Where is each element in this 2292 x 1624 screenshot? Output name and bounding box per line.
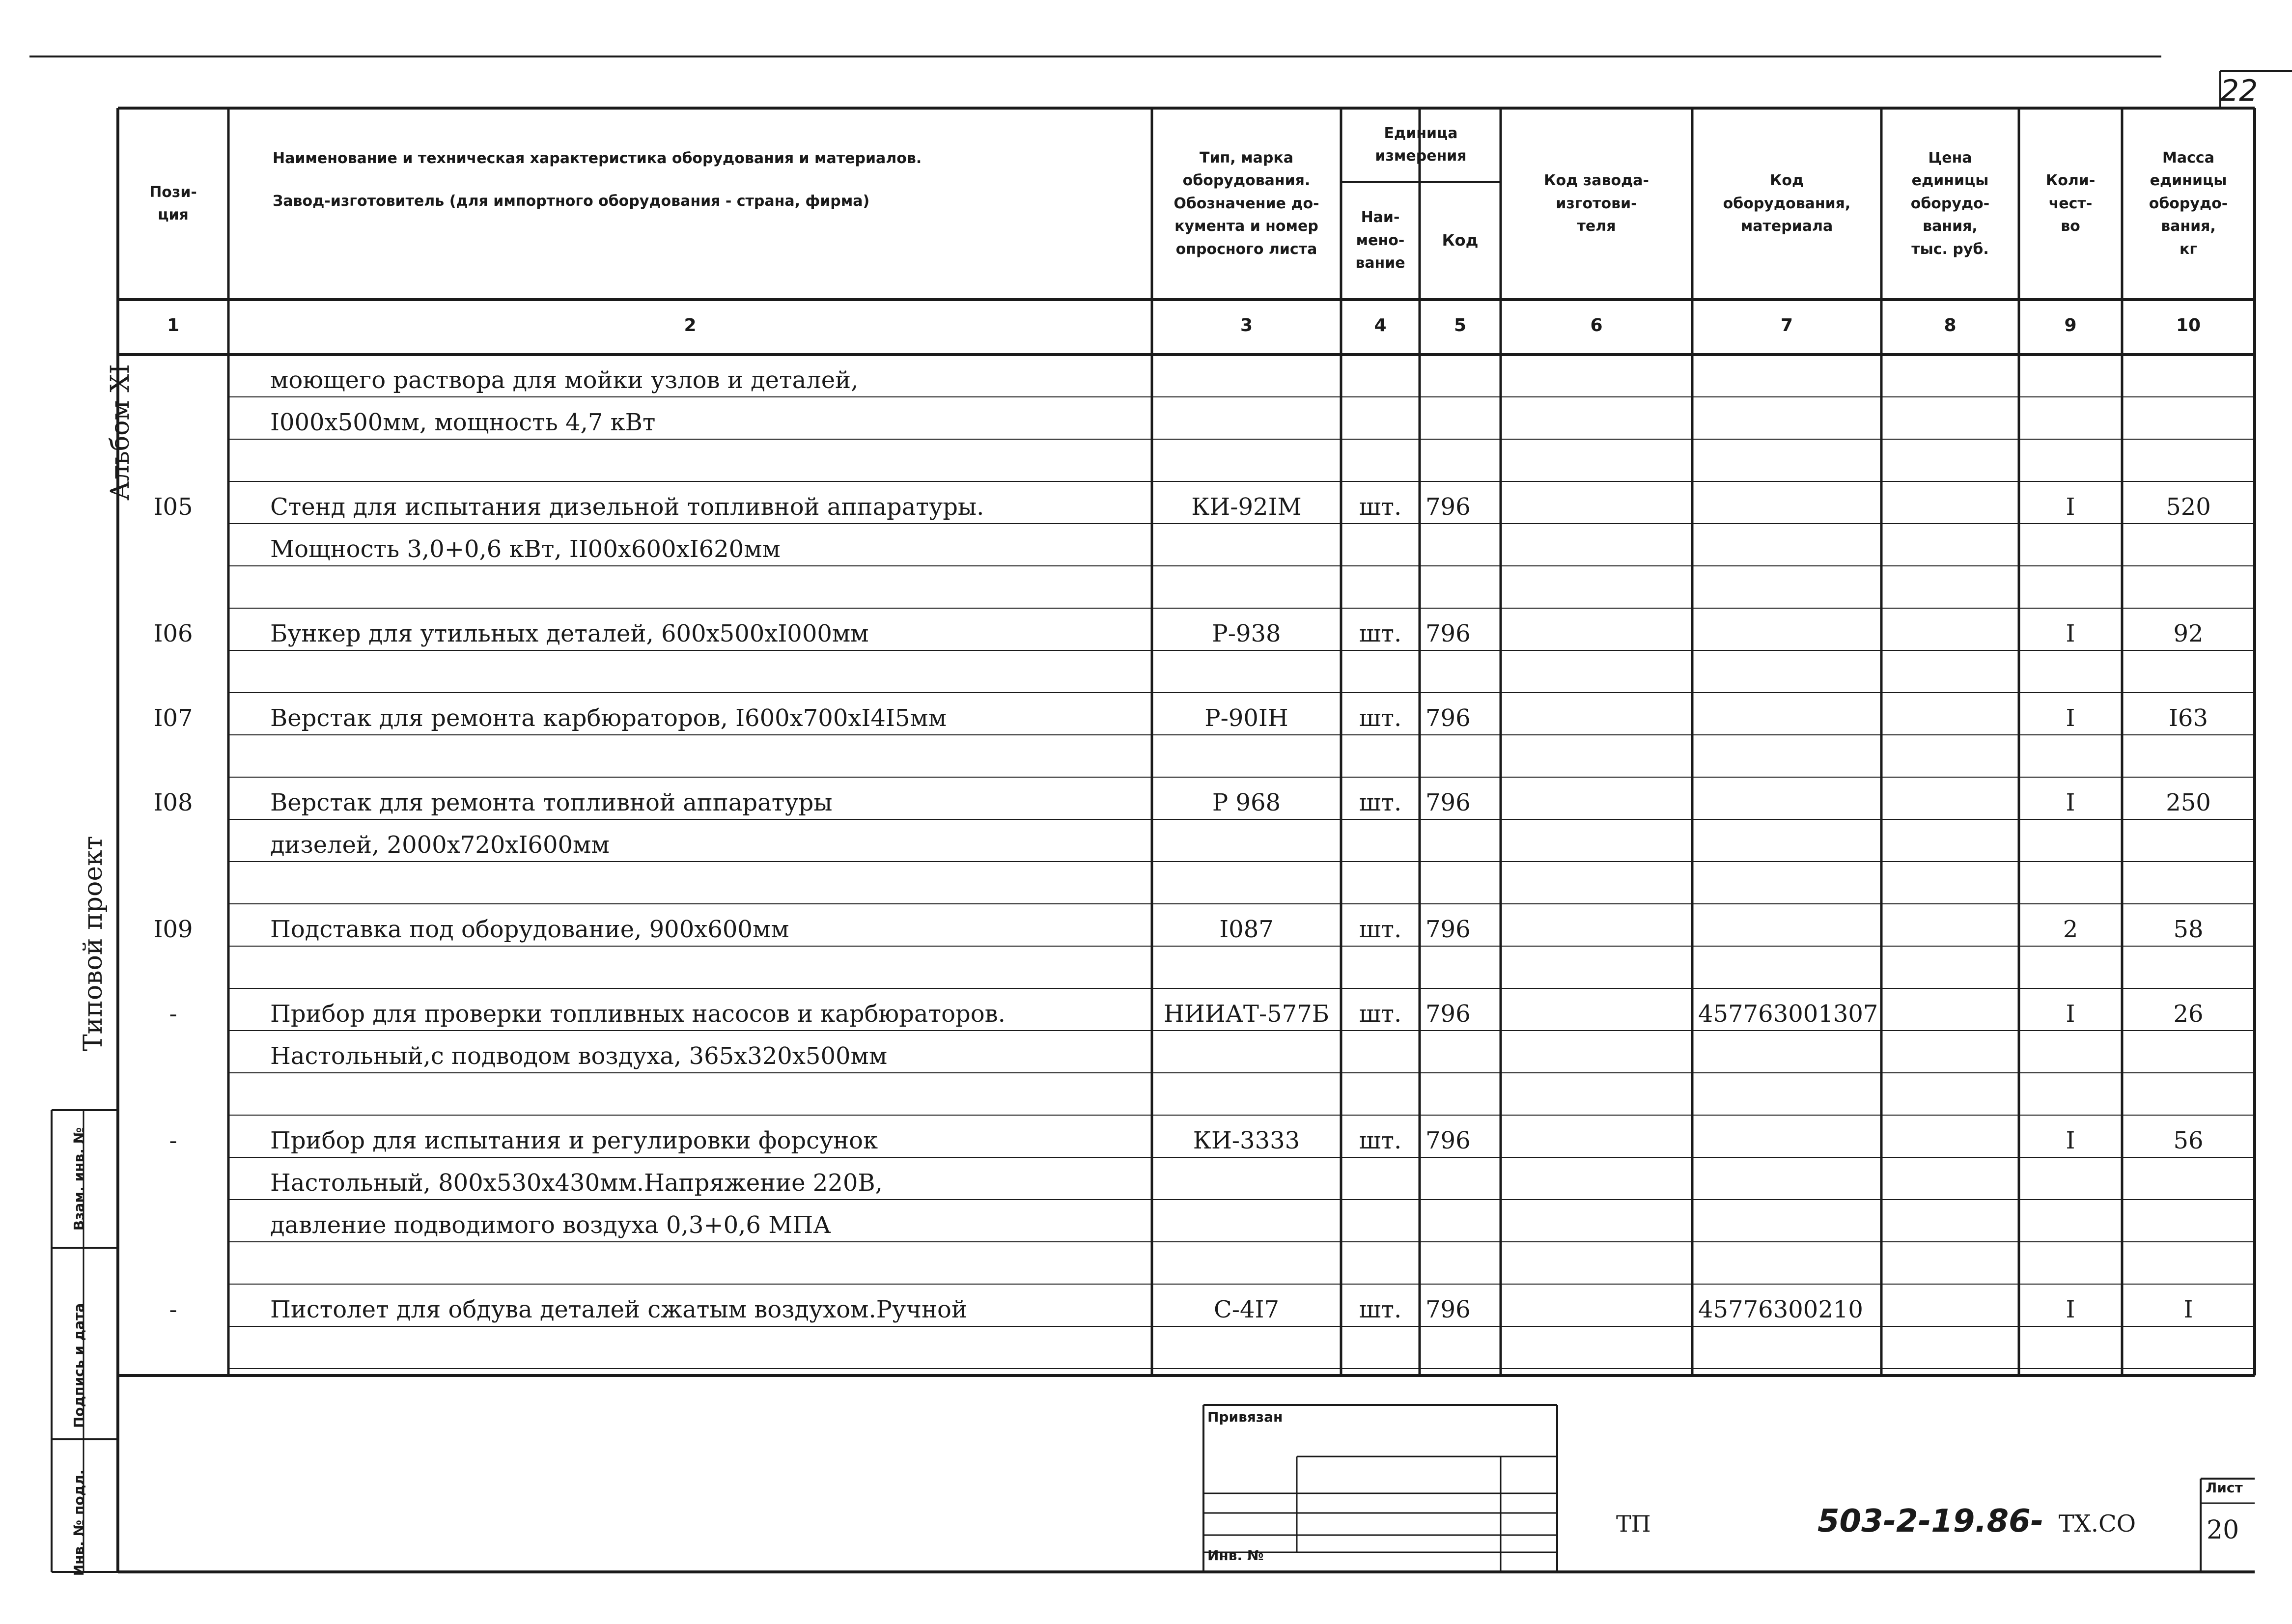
side-project-label: Типовой проект — [79, 836, 108, 1051]
cell-unit: шт. — [1359, 704, 1402, 732]
cell-mass: 250 — [2166, 789, 2211, 816]
title-doc-code — [1817, 1503, 2136, 1540]
cell-position: I05 — [153, 493, 193, 521]
cell-mass: 520 — [2166, 493, 2211, 521]
header-mass: Масса единицы оборудо- вания, кг — [2149, 149, 2228, 258]
header-position: Пози- ция — [149, 183, 197, 224]
cell-unit: шт. — [1359, 1296, 1402, 1323]
cell-quantity: I — [2066, 704, 2075, 732]
cell-quantity: I — [2066, 493, 2075, 521]
header-name-line2: Завод-изготовитель (для импортного оборудования - страна, фирма) — [273, 192, 870, 210]
header-equipment-code: Код оборудования, материала — [1723, 172, 1851, 235]
cell-position: I09 — [153, 916, 193, 943]
header-unit-group: Единица измерения — [1375, 124, 1467, 165]
cell-name: Мощность 3,0+0,6 кВт, II00x600xI620мм — [270, 535, 781, 563]
cell-quantity: I — [2066, 1000, 2075, 1028]
column-number: 5 — [1453, 315, 1467, 336]
cell-unit: шт. — [1359, 620, 1402, 647]
cell-name: Бункер для утильных деталей, 600x500xI000мм — [270, 620, 869, 647]
cell-mass: 26 — [2173, 1000, 2204, 1028]
cell-name: Верстак для ремонта карбюраторов, I600x700xI4I5мм — [270, 704, 947, 732]
cell-mass: I63 — [2168, 704, 2208, 732]
cell-name: Стенд для испытания дизельной топливной аппаратуры. — [270, 493, 984, 521]
header-quantity: Коли- чест- во — [2045, 172, 2096, 235]
header-unit-code: Код — [1442, 231, 1479, 250]
cell-quantity: I — [2066, 1127, 2075, 1154]
cell-mass: 92 — [2173, 620, 2204, 647]
header-price: Цена единицы оборудо- вания, тыс. руб. — [1910, 149, 1990, 258]
cell-quantity: 2 — [2063, 916, 2078, 943]
cell-unit: шт. — [1359, 493, 1402, 521]
column-number: 4 — [1374, 315, 1387, 336]
cell-unit: шт. — [1359, 789, 1402, 816]
cell-mass: 58 — [2173, 916, 2204, 943]
cell-name: I000x500мм, мощность 4,7 кВт — [270, 409, 656, 436]
header-type: Тип, марка оборудования. Обозначение до- кумента и номер опросного листа — [1174, 149, 1319, 258]
cell-equipment-code: 45776300210 — [1698, 1296, 1863, 1323]
cell-name: моющего раствора для мойки узлов и деталей, — [270, 366, 859, 394]
cell-name: Настольный,с подводом воздуха, 365x320x500мм — [270, 1042, 888, 1070]
cell-type: Р-938 — [1212, 620, 1281, 647]
column-number: 10 — [2176, 315, 2201, 336]
cell-unit: шт. — [1359, 1000, 1402, 1028]
cell-type: НИИАТ-577Б — [1163, 1000, 1330, 1028]
cell-type: Р 968 — [1212, 789, 1281, 816]
cell-name: дизелей, 2000x720xI600мм — [270, 831, 610, 859]
cell-name: давление подводимого воздуха 0,3+0,6 МПА — [270, 1211, 831, 1239]
cell-name: Пистолет для обдува деталей сжатым воздухом.Ручной — [270, 1296, 967, 1323]
column-number: 3 — [1240, 315, 1253, 336]
cell-mass: 56 — [2173, 1127, 2204, 1154]
cell-equipment-code: 457763001307 — [1698, 1000, 1878, 1028]
doc-code-suffix: ТХ.СО — [2058, 1510, 2136, 1538]
cell-quantity: I — [2066, 789, 2075, 816]
cell-code: 796 — [1426, 1000, 1471, 1028]
header-plant-code: Код завода- изготови- теля — [1544, 172, 1649, 235]
cell-quantity: I — [2066, 1296, 2075, 1323]
cell-quantity: I — [2066, 620, 2075, 647]
stamp-signature-date: Подпись и дата — [71, 1303, 87, 1428]
cell-name: Настольный, 800x530x430мм.Напряжение 220В, — [270, 1169, 883, 1197]
column-number: 8 — [1944, 315, 1957, 336]
side-album-label: Альбом XI — [106, 364, 135, 501]
column-number: 6 — [1590, 315, 1603, 336]
cell-type: Р-90IН — [1204, 704, 1288, 732]
cell-type: I087 — [1219, 916, 1274, 943]
cell-unit: шт. — [1359, 916, 1402, 943]
cell-position: - — [169, 1296, 177, 1323]
title-inv-label: Инв. № — [1207, 1547, 1264, 1564]
cell-type: КИ-92IМ — [1191, 493, 1302, 521]
stamp-original-inv: Инв. № подл. — [71, 1469, 87, 1576]
cell-mass: I — [2183, 1296, 2193, 1323]
column-number: 7 — [1780, 315, 1793, 336]
cell-position: I07 — [153, 704, 193, 732]
cell-type: КИ-3333 — [1193, 1127, 1300, 1154]
title-sheet-value: 20 — [2207, 1515, 2239, 1545]
cell-position: I08 — [153, 789, 193, 816]
cell-type: С-4I7 — [1214, 1296, 1279, 1323]
title-tp: ТП — [1616, 1511, 1651, 1537]
sheet-number-corner: 22 — [2220, 74, 2258, 108]
cell-name: Верстак для ремонта топливной аппаратуры — [270, 789, 833, 816]
cell-code: 796 — [1426, 493, 1471, 521]
cell-code: 796 — [1426, 789, 1471, 816]
cell-position: - — [169, 1000, 177, 1028]
column-number: 2 — [684, 315, 697, 336]
header-name-desc — [273, 147, 1108, 246]
cell-code: 796 — [1426, 1127, 1471, 1154]
cell-code: 796 — [1426, 704, 1471, 732]
cell-name: Прибор для проверки топливных насосов и карбюраторов. — [270, 1000, 1006, 1028]
cell-name: Подставка под оборудование, 900x600мм — [270, 916, 789, 943]
column-number: 1 — [167, 315, 180, 336]
title-sheet-label: Лист — [2206, 1480, 2243, 1496]
cell-code: 796 — [1426, 1296, 1471, 1323]
cell-unit: шт. — [1359, 1127, 1402, 1154]
column-number: 9 — [2064, 315, 2077, 336]
cell-position: - — [169, 1127, 177, 1154]
header-name-line1: Наименование и техническая характеристика оборудования и материалов. — [273, 150, 922, 167]
cell-name: Прибор для испытания и регулировки форсунок — [270, 1127, 878, 1154]
stamp-replacement-inv: Взам. инв. № — [71, 1127, 87, 1231]
cell-code: 796 — [1426, 916, 1471, 943]
cell-position: I06 — [153, 620, 193, 647]
header-unit-name: Наи- мено- вание — [1355, 209, 1405, 272]
cell-code: 796 — [1426, 620, 1471, 647]
doc-code-number: 503-2-19.86- — [1817, 1503, 2044, 1540]
title-attached-label: Привязан — [1207, 1409, 1283, 1425]
